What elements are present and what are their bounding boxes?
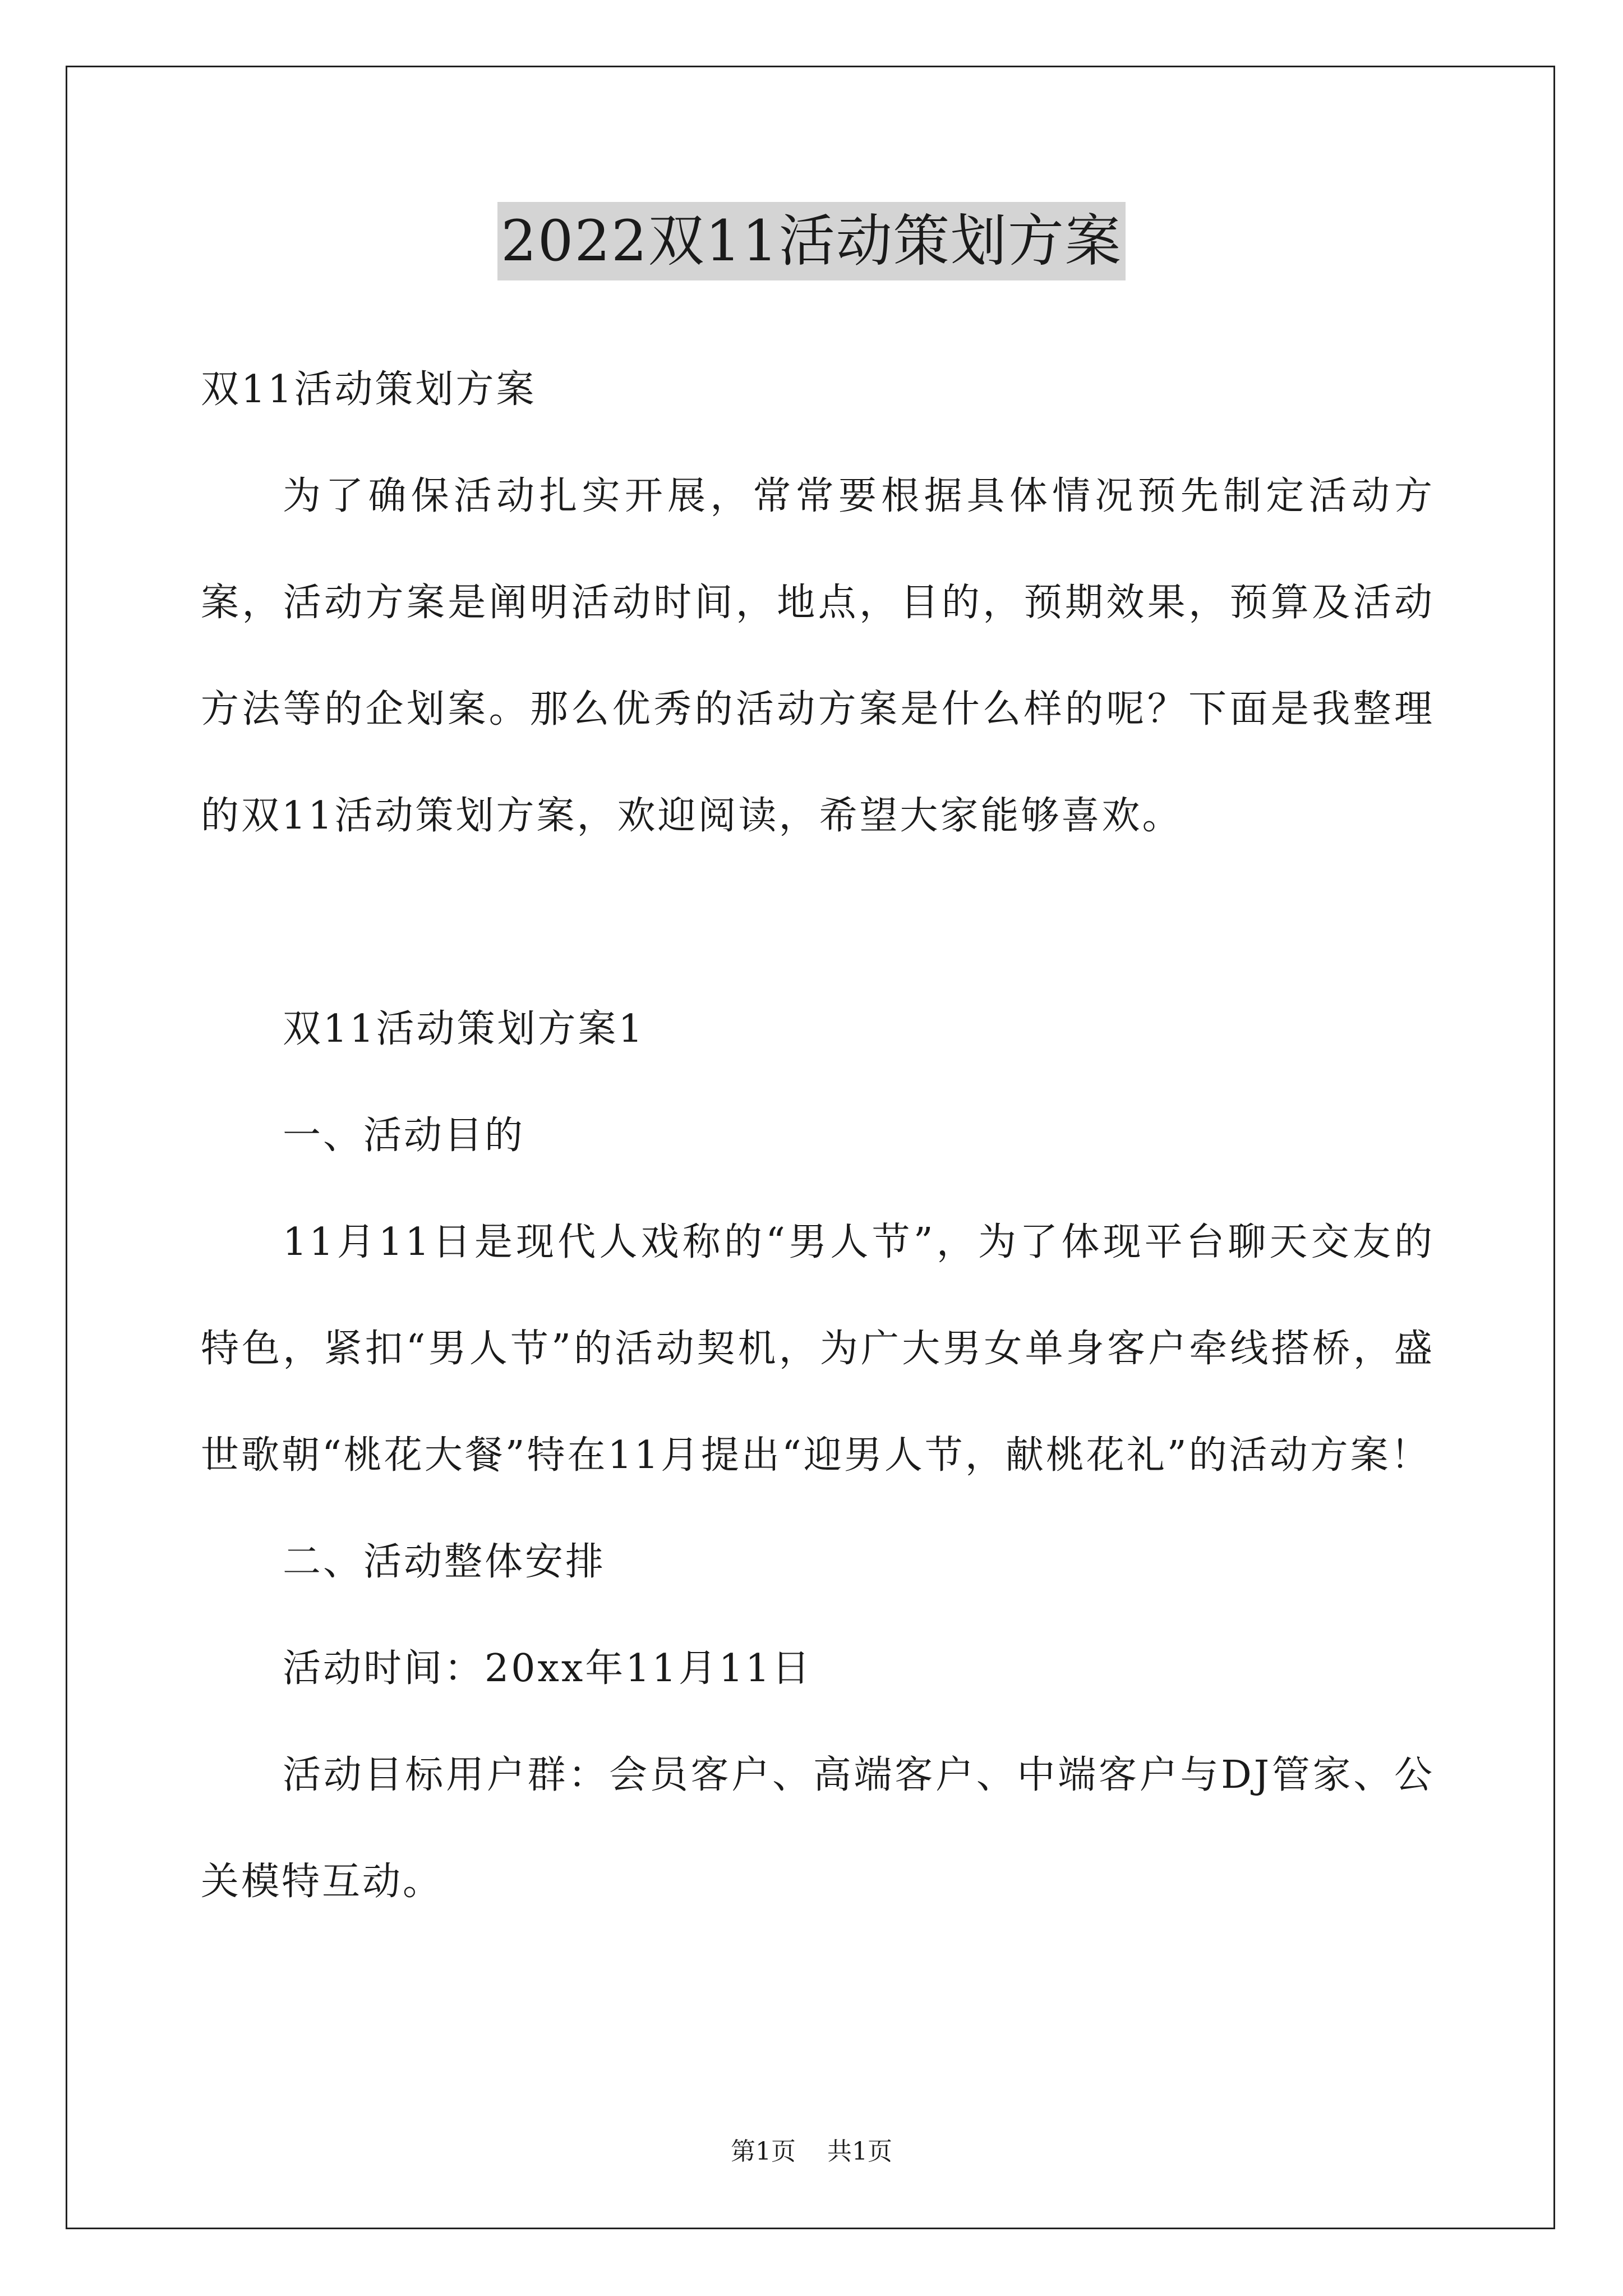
page-footer (0, 2136, 1623, 2168)
heading-arrangement: 二、活动整体安排 (283, 1540, 606, 1584)
document-title (0, 202, 1623, 280)
document-body (201, 337, 1435, 1935)
heading-goal: 一、活动目的 (283, 1114, 525, 1158)
page-number-total: 共1页 (827, 2137, 892, 2166)
goal-paragraph: 11月11日是现代人戏称的“男人节”，为了体现平台聊天交友的特色，紧扣“男人节”的活动契机，为广大男女单身客户牵线搭桥，盛世歌朝“桃花大餐”特在11月提出“迎男人节，献桃花礼”的活动方案！ (201, 1220, 1435, 1478)
document-title-text: 2022双11活动策划方案 (497, 202, 1126, 280)
section-title: 双11活动策划方案1 (283, 1007, 645, 1051)
target-users-paragraph: 活动目标用户群：会员客户、高端客户、中端客户与DJ管家、公关模特互动。 (201, 1753, 1435, 1904)
document-subtitle: 双11活动策划方案 (201, 367, 537, 412)
activity-time: 活动时间：20xx年11月11日 (283, 1646, 813, 1691)
page-number-current: 第1页 (731, 2137, 796, 2166)
intro-paragraph: 为了确保活动扎实开展，常常要根据具体情况预先制定活动方案，活动方案是阐明活动时间，地点，目的，预期效果，预算及活动方法等的企划案。那么优秀的活动方案是什么样的呢？下面是我整理的双11活动策划方案，欢迎阅读，希望大家能够喜欢。 (201, 474, 1435, 838)
